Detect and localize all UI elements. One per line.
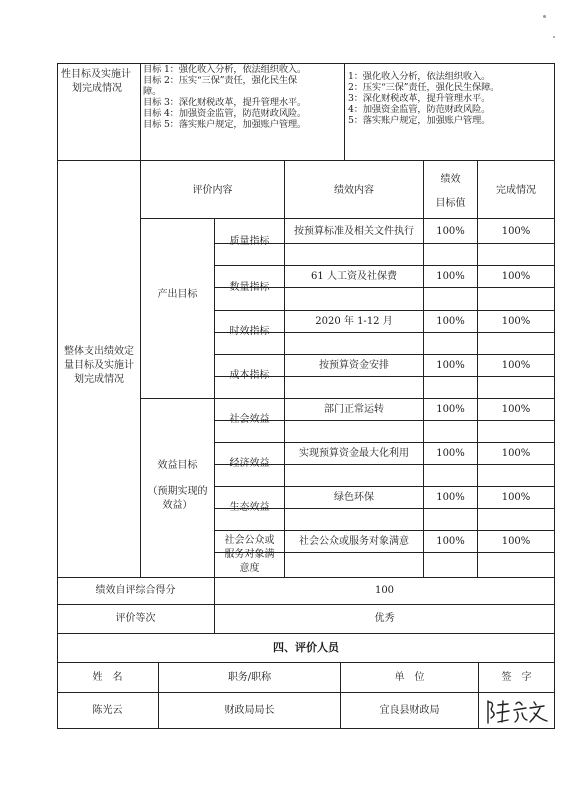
goal-right-line: 3：深化财税改革，提升管理水平。 xyxy=(348,93,491,104)
table-line xyxy=(57,662,555,663)
target-ecological: 100% xyxy=(436,492,465,503)
goal-left-line: 目标 1：强化收入分析，依法组织收入。 xyxy=(143,64,307,75)
person-header-name: 姓 名 xyxy=(92,672,123,683)
perf-label-line1: 整体支出绩效定 xyxy=(64,346,134,357)
content-timeliness: 2020 年 1-12 月 xyxy=(315,316,393,327)
target-economic: 100% xyxy=(436,448,465,459)
goal-right-line: 2：压实“三保”责任，强化民生保障。 xyxy=(348,82,500,93)
table-line xyxy=(57,633,555,634)
content-quantity: 61 人工资及社保费 xyxy=(311,271,397,282)
indicator-social: 社会效益 xyxy=(229,414,270,425)
handwritten-signature xyxy=(484,696,550,726)
table-line xyxy=(57,577,555,578)
done-quantity: 100% xyxy=(501,271,531,282)
score-label: 绩效自评综合得分 xyxy=(95,585,176,596)
done-cost: 100% xyxy=(501,360,531,371)
table-line xyxy=(214,265,555,266)
done-ecological: 100% xyxy=(501,492,531,503)
table-line xyxy=(57,63,58,728)
header-target-line1: 绩效 xyxy=(440,174,461,185)
header-perf-content: 绩效内容 xyxy=(334,185,374,196)
person-header-sign: 签 字 xyxy=(501,672,532,683)
table-line xyxy=(57,160,555,161)
benefit-group-line2: （预期实现的 xyxy=(147,486,208,497)
benefit-group-line3: 效益） xyxy=(162,500,193,511)
table-line xyxy=(214,486,555,487)
table-line xyxy=(344,63,345,160)
person-title: 财政局局长 xyxy=(224,705,275,716)
indicator-satisfaction-line1: 社会公众或 xyxy=(224,535,275,546)
perf-label-line2: 量目标及实施计 xyxy=(64,360,134,371)
indicator-economic: 经济效益 xyxy=(229,458,270,469)
goal-left-line: 目标 4：加强资金监管，防范财政风险。 xyxy=(143,108,307,119)
done-timeliness: 100% xyxy=(501,316,531,327)
person-header-unit: 单 位 xyxy=(394,672,425,683)
score-value: 100 xyxy=(374,585,395,596)
table-line xyxy=(57,728,555,729)
done-social: 100% xyxy=(501,404,531,415)
target-quantity: 100% xyxy=(436,271,465,282)
goal-right-line: 4：加强资金监管，防范财政风险。 xyxy=(348,104,491,115)
target-satisfaction: 100% xyxy=(436,536,465,547)
grade-label: 评价等次 xyxy=(115,613,156,624)
content-social: 部门正常运转 xyxy=(324,404,384,415)
content-quality: 按预算标准及相关文件执行 xyxy=(294,226,414,237)
indicator-quantity: 数量指标 xyxy=(229,282,270,293)
header-completion: 完成情况 xyxy=(496,185,536,196)
goal-left-line: 目标 5：落实账户规定，加强账户管理。 xyxy=(143,119,307,130)
table-line xyxy=(214,310,555,311)
indicator-timeliness: 时效指标 xyxy=(229,326,270,337)
table-line xyxy=(554,63,555,728)
table-line xyxy=(140,398,555,399)
done-economic: 100% xyxy=(501,448,531,459)
goal-left-line: 目标 3：深化财税改革，提升管理水平。 xyxy=(143,97,307,108)
goal-right-line: 1：强化收入分析，依法组织收入。 xyxy=(348,71,491,82)
person-unit: 宜良县财政局 xyxy=(379,705,440,716)
goal-label-line1: 性目标及实施计 xyxy=(61,69,131,80)
person-name: 陈光云 xyxy=(92,705,123,716)
content-ecological: 绿色环保 xyxy=(334,492,374,503)
indicator-quality: 质量指标 xyxy=(229,236,270,247)
content-satisfaction: 社会公众或服务对象满意 xyxy=(299,536,409,547)
content-economic: 实现预算资金最大化利用 xyxy=(299,448,409,459)
target-cost: 100% xyxy=(436,360,465,371)
goal-label-line2: 划完成情况 xyxy=(72,83,122,94)
content-cost: 按预算资金安排 xyxy=(319,360,389,371)
indicator-satisfaction-line3: 意度 xyxy=(239,563,260,574)
table-line xyxy=(57,692,555,693)
perf-label-line3: 划完成情况 xyxy=(74,374,124,385)
goal-left-line: 障。 xyxy=(143,86,162,97)
done-quality: 100% xyxy=(501,226,531,237)
table-line xyxy=(214,442,555,443)
indicator-satisfaction-line2: 服务对象满 xyxy=(224,549,275,560)
table-line xyxy=(214,218,215,577)
target-quality: 100% xyxy=(436,226,465,237)
indicator-ecological: 生态效益 xyxy=(229,502,270,513)
target-social: 100% xyxy=(436,404,465,415)
goal-right-line: 5：落实账户规定，加强账户管理。 xyxy=(348,115,491,126)
target-timeliness: 100% xyxy=(436,316,465,327)
indicator-cost: 成本指标 xyxy=(229,370,270,381)
header-target-line2: 目标值 xyxy=(435,198,466,209)
grade-value: 优秀 xyxy=(374,613,395,624)
done-satisfaction: 100% xyxy=(501,536,531,547)
table-line xyxy=(140,218,555,219)
table-line xyxy=(57,604,555,605)
goal-left-line: 目标 2：压实“三保”责任，强化民生保 xyxy=(143,75,298,86)
header-eval-content: 评价内容 xyxy=(192,185,233,196)
person-header-title: 职务/职称 xyxy=(227,672,272,683)
table-line xyxy=(214,530,555,531)
output-group-label: 产出目标 xyxy=(157,289,198,300)
table-line xyxy=(214,354,555,355)
section-title-evaluators: 四、评价人员 xyxy=(273,641,339,654)
benefit-group-line1: 效益目标 xyxy=(157,460,198,471)
